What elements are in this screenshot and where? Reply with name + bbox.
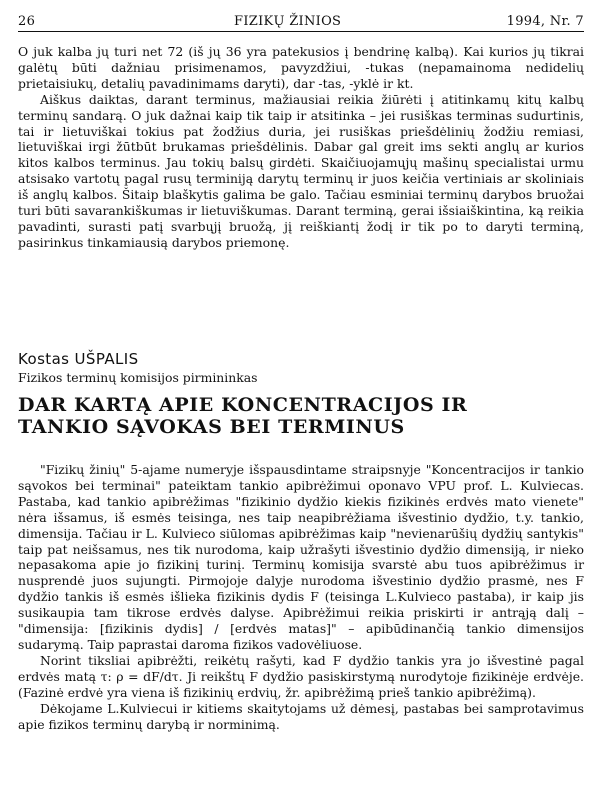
issue-number: 1994, Nr. 7 — [506, 14, 584, 29]
article-title — [18, 394, 584, 438]
intro-paragraph-1: O juk kalba jų turi net 72 (iš jų 36 yra patekusios į bendrinę kalbą). Kai kurios jų tikrai galėtų būti dažniau prisimenamos, pavyzdžiui, -tukas (nepamainoma nedidelių prietaisiukų, detalių pavadinimams daryti), dar -tas, -yklė ir kt. — [18, 44, 584, 91]
article-title-line-1: DAR KARTĄ APIE KONCENTRACIJOS IR — [18, 394, 468, 416]
journal-title: FIZIKŲ ŽINIOS — [234, 14, 342, 29]
article-paragraph-2: Norint tiksliai apibrėžti, reikėtų rašyti, kad F dydžio tankis yra jo išvestinė pagal erdvės matą τ: ρ = dF/dτ. Ji reikštų F dydžio pasiskirstymą nurodytoje fizikinėje erdvėje. (Fazinė erdvė yra viena iš fizikinių erdvių, žr. apibrėžimą prieš tankio apibrėžimą). — [18, 652, 584, 700]
article-paragraph-3: Dėkojame L.Kulviecui ir kitiems skaitytojams už dėmesį, pastabas bei samprotavimus apie fizikos terminų darybą ir norminimą. — [18, 700, 584, 732]
author-role: Fizikos terminų komisijos pirmininkas — [18, 370, 258, 385]
header-rule — [18, 31, 584, 32]
author-name: Kostas UŠPALIS — [18, 350, 139, 368]
page-number: 26 — [18, 14, 36, 29]
article-paragraph-1: "Fizikų žinių" 5-ajame numeryje išspausdintame straipsnyje "Koncentracijos ir tankio sąvokos bei terminai" pateiktam tankio apibrėžimui oponavo VPU prof. L. Kulviecas. Pastaba, kad tankio apibrėžimas "fizikinio dydžio kiekis fizikinės erdvės mato vienete" nėra išsamus, iš esmės teisinga, nes taip neapibrėžiama išvestinio dydžio, t.y. tankio, dimensija. Tačiau ir L. Kulvieco siūlomas apibrėžimas kaip "nevienarūšių dydžių santykis" taip pat neišsamus, nes tik nurodoma, kaip užrašyti išvestinio dydžio dimensiją, ir nieko nepasakoma apie jo fizikinį turinį. Terminų komisija svarstė abu tuos apibrėžimus ir nusprendė juos sujungti. Pirmojoje dalyje nurodoma išvestinio dydžio prasmė, nes F dydžio tankis iš esmės išlieka fizikinis dydis F (teisinga L.Kulvieco pastaba), ir kaip jis susikaupia tam tikrose erdvės dalyse. Apibrėžimui reikia priskirti ir antrąją dalį – "dimensija: [fizikinis dydis] / [erdvės matas]" – apibūdinančią tankio dimensijos sudarymą. Taip paprastai daroma fizikos vadovėliuose. — [18, 462, 584, 652]
article-body — [18, 462, 584, 732]
article-title-line-2: TANKIO SĄVOKAS BEI TERMINUS — [18, 416, 405, 438]
intro-text — [18, 44, 584, 251]
intro-paragraph-2: Aiškus daiktas, darant terminus, mažiausiai reikia žiūrėti į atitinkamų kitų kalbų terminų sandarą. O juk dažnai kaip tik taip ir atsitinka – jei rusiškas terminas sudurtinis, tai ir lietuviškai tokius pat žodžius duria, jei rusiškas priešdėlinių žodžiu remiasi, lietuviškai irgi žūtbūt brukamas priešdėlinis. Dabar gal greit ims sekti anglų ar kurios kitos kalbos terminus. Jau tokių balsų girdėti. Skaičiuojamųjų mašinų specialistai urmu atsisako vartotų pagal rusų terminiją darytų terminų ir juos keičia vertiniais ar skoliniais iš anglų kalbos. Šitaip blaškytis galima be galo. Tačiau esminiai terminų darybos bruožai turi būti savarankiškumas ir lietuviškumas. Darant terminą, gerai išsiaiškintina, ką reikia pavadinti, surasti patį svarbųjį bruožą, jį reiškiantį žodį ir tik po to daryti terminą, pasirinkus tinkamiausią darybos priemonę. — [18, 91, 584, 250]
